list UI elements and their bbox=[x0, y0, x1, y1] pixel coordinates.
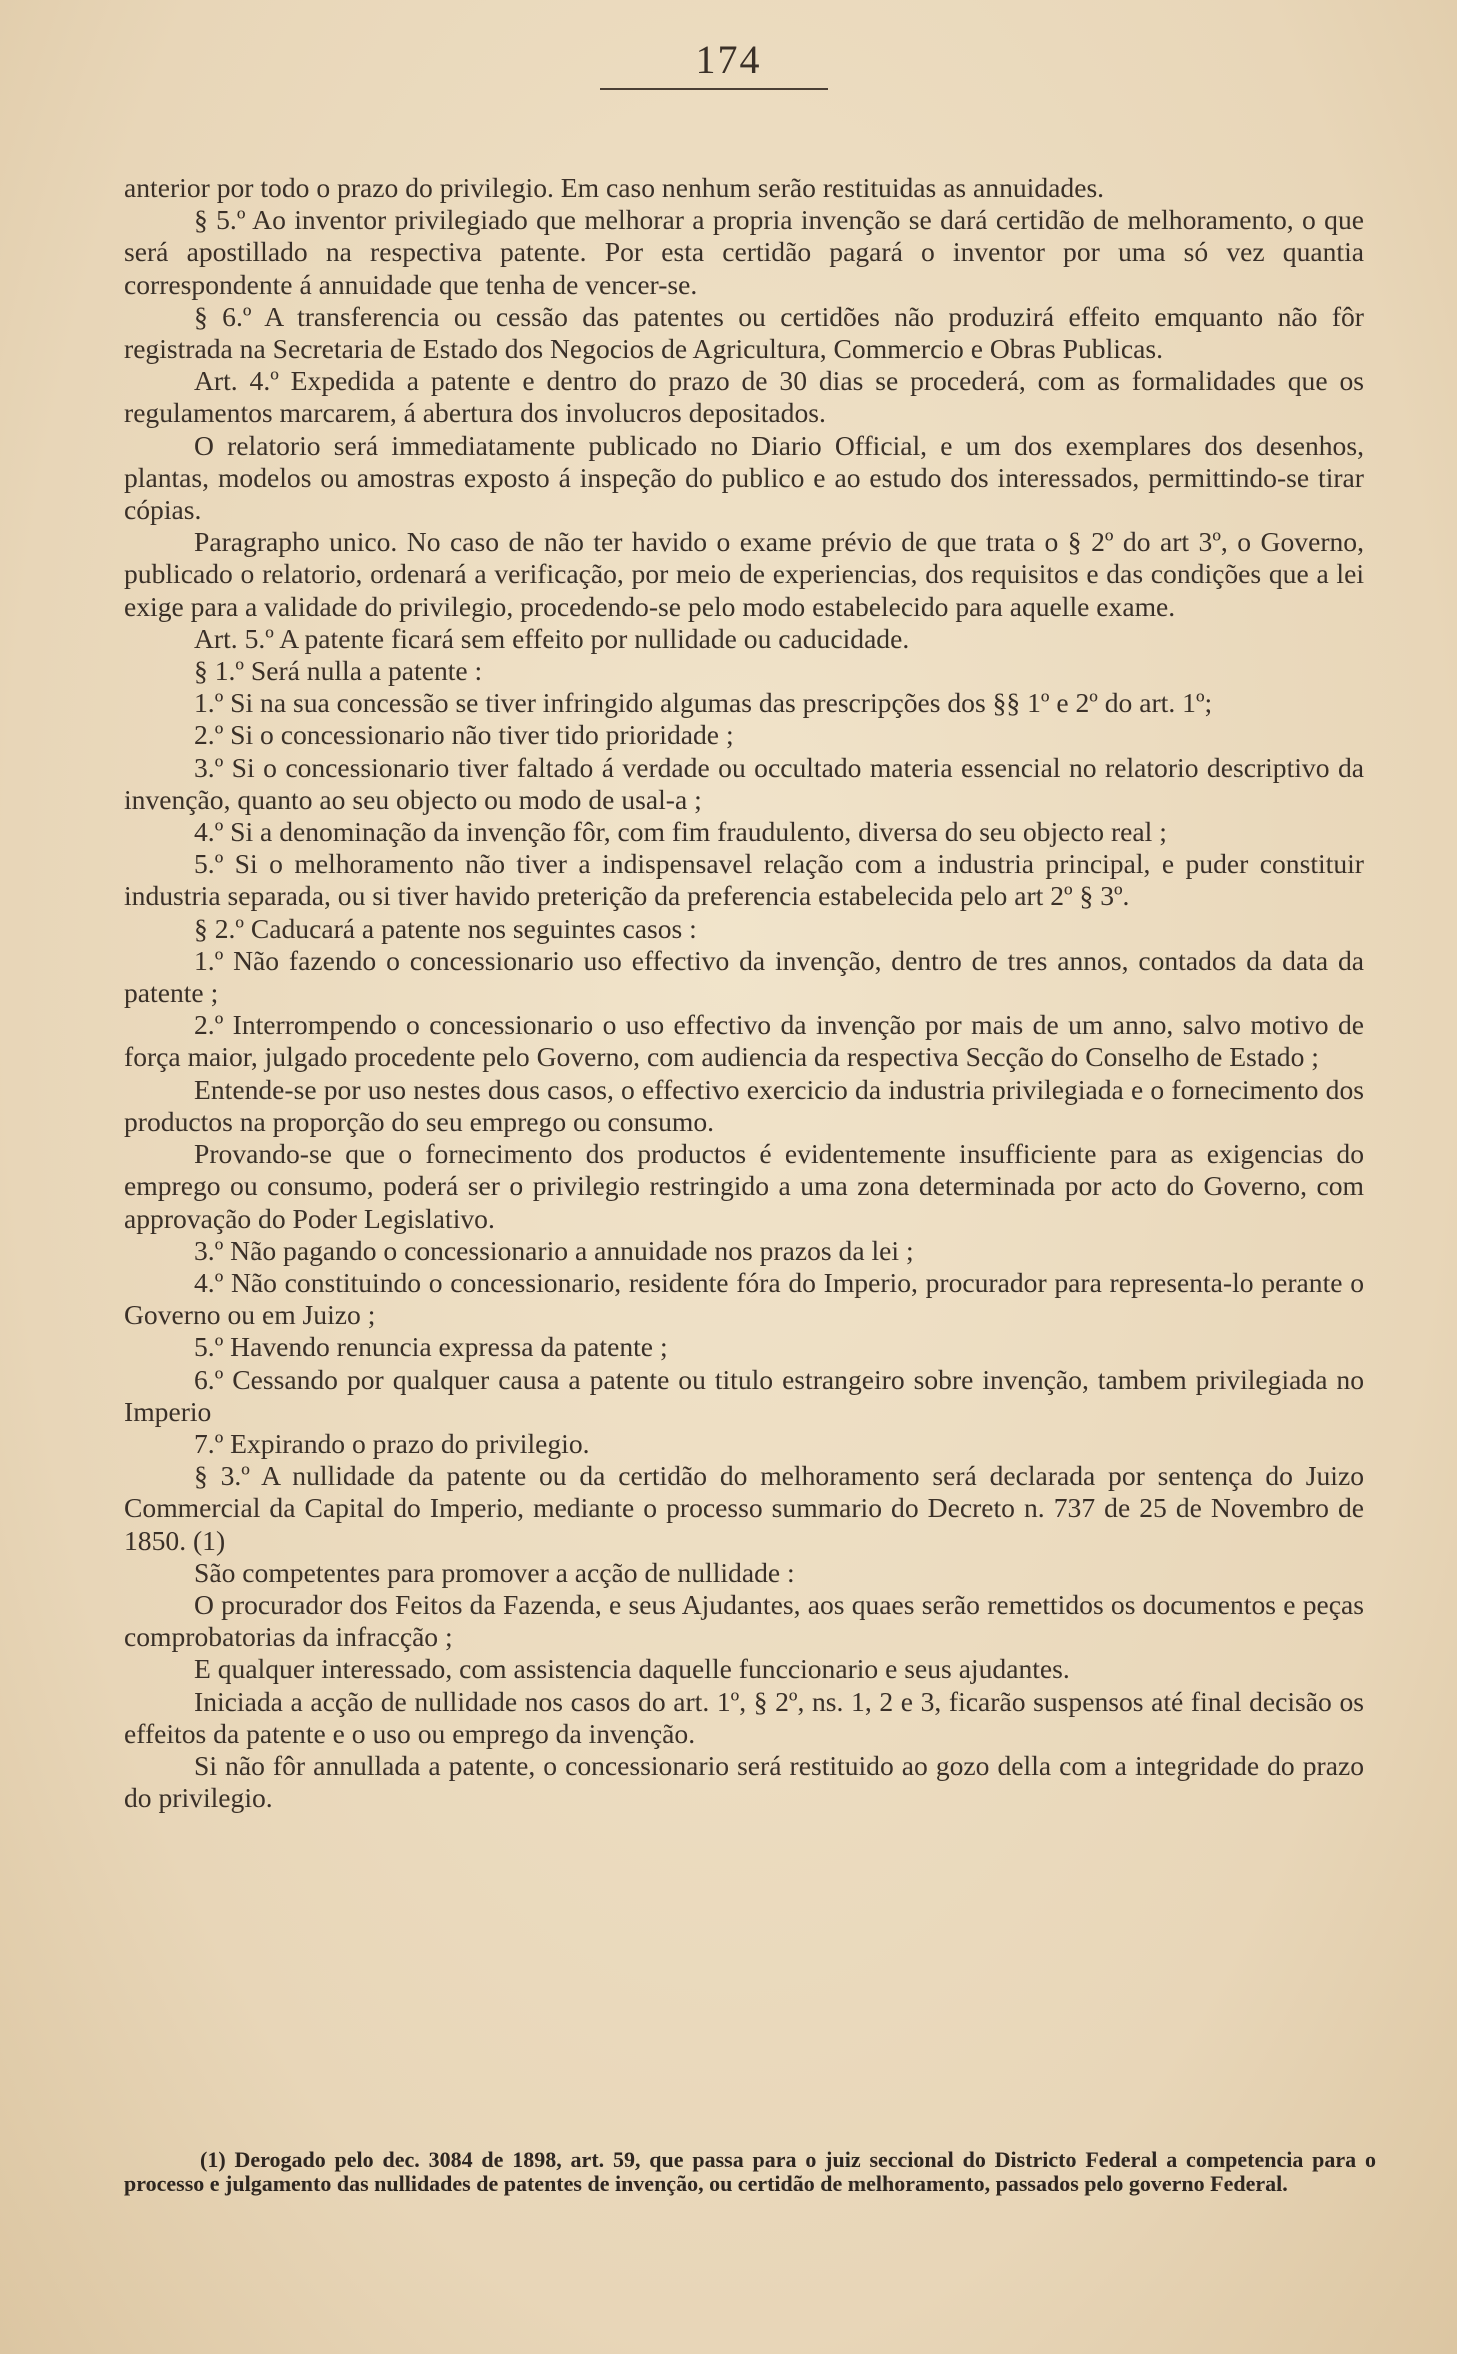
paragraph: 1.º Si na sua concessão se tiver infringido algumas das prescripções dos §§ 1º e 2º do art. 1º; bbox=[194, 687, 1213, 719]
paragraph: § 5.º Ao inventor privilegiado que melhorar a propria invenção se dará certidão de melhoramento, o que será apostillado na respectiva patente. Por esta certidão pagará o inventor por uma só vez quantia correspondente á annuidade que tenha de vencer-se. bbox=[124, 204, 1364, 300]
paragraph: § 1.º Será nulla a patente : bbox=[194, 655, 483, 687]
paragraph: 4.º Si a denominação da invenção fôr, com fim fraudulento, diversa do seu objecto real ; bbox=[194, 816, 1167, 848]
paragraph: Si não fôr annullada a patente, o concessionario será restituido ao gozo della com a integridade do prazo do privilegio. bbox=[124, 1749, 1364, 1814]
header-rule bbox=[600, 88, 828, 90]
paragraph: 7.º Expirando o prazo do privilegio. bbox=[194, 1427, 590, 1459]
paragraph: anterior por todo o prazo do privilegio. Em caso nenhum serão restituidas as annuidades. bbox=[124, 172, 1105, 203]
page-body bbox=[124, 172, 1364, 1814]
paragraph: Entende-se por uso nestes dous casos, o effectivo exercicio da industria privilegiada e o fornecimento dos productos na proporção do seu emprego ou consumo. bbox=[124, 1073, 1364, 1137]
paragraph: 3.º Não pagando o concessionario a annuidade nos prazos da lei ; bbox=[194, 1234, 914, 1266]
paragraph: 2.º Interrompendo o concessionario o uso effectivo da invenção por mais de um anno, salvo motivo de força maior, julgado procedente pelo Governo, com audiencia da respectiva Secção do Conselho de Estado ; bbox=[124, 1009, 1364, 1073]
paragraph: 2.º Si o concessionario não tiver tido prioridade ; bbox=[194, 719, 734, 751]
paragraph: São competentes para promover a acção de nullidade : bbox=[194, 1556, 795, 1588]
paragraph: Art. 4.º Expedida a patente e dentro do prazo de 30 dias se procederá, com as formalidades que os regulamentos marcarem, á abertura dos involucros depositados. bbox=[124, 365, 1364, 429]
paragraph: 1.º Não fazendo o concessionario uso effectivo da invenção, dentro de tres annos, contados da data da patente ; bbox=[124, 944, 1364, 1009]
paragraph: § 6.º A transferencia ou cessão das patentes ou certidões não produzirá effeito emquanto não fôr registrada na Secretaria de Estado dos Negocios de Agricultura, Commercio e Obras Publicas. bbox=[124, 300, 1364, 365]
paragraph: 5.º Si o melhoramento não tiver a indispensavel relação com a industria principal, e puder constituir industria separada, ou si tiver havido preterição da preferencia estabelecida pelo art 2º § 3º. bbox=[124, 848, 1364, 912]
paragraph: 5.º Havendo renuncia expressa da patente ; bbox=[194, 1331, 668, 1363]
paragraph: 6.º Cessando por qualquer causa a patente ou titulo estrangeiro sobre invenção, tambem privilegiada no Imperio bbox=[124, 1363, 1364, 1427]
paragraph: Iniciada a acção de nullidade nos casos do art. 1º, § 2º, ns. 1, 2 e 3, ficarão suspensos até final decisão os effeitos da patente e o uso ou emprego da invenção. bbox=[124, 1685, 1364, 1749]
paragraph: Art. 5.º A patente ficará sem effeito por nullidade ou caducidade. bbox=[194, 622, 910, 654]
paragraph: § 3.º A nullidade da patente ou da certidão do melhoramento será declarada por sentença do Juizo Commercial da Capital do Imperio, mediante o processo summario do Decreto n. 737 de 25 de Novembro de 1850. (1) bbox=[124, 1460, 1364, 1556]
paragraph: Paragrapho unico. No caso de não ter havido o exame prévio de que trata o § 2º do art 3º, o Governo, publicado o relatorio, ordenará a verificação, por meio de experiencias, dos requisitos e das condições que a lei exige para a validade do privilegio, procedendo-se pelo modo estabelecido para aquelle exame. bbox=[124, 526, 1364, 622]
footnote-1: (1) Derogado pelo dec. 3084 de 1898, art. 59, que passa para o juiz seccional do Districto Federal a competencia para o processo e julgamento das nullidades de patentes de invenção, ou certidão de melhoramento, passados pelo governo Federal. bbox=[124, 2147, 1376, 2196]
paragraph: O relatorio será immediatamente publicado no Diario Official, e um dos exemplares dos desenhos, plantas, modelos ou amostras exposto á inspeção do publico e ao estudo dos interessados, permittindo-se tirar cópias. bbox=[124, 429, 1364, 526]
paragraph: 4.º Não constituindo o concessionario, residente fóra do Imperio, procurador para representa-lo perante o Governo ou em Juizo ; bbox=[124, 1266, 1364, 1331]
paragraph: 3.º Si o concessionario tiver faltado á verdade ou occultado materia essencial no relatorio descriptivo da invenção, quanto ao seu objecto ou modo de usal-a ; bbox=[124, 751, 1364, 815]
paragraph: § 2.º Caducará a patente nos seguintes casos : bbox=[194, 912, 697, 944]
paragraph: E qualquer interessado, com assistencia daquelle funccionario e seus ajudantes. bbox=[194, 1653, 1070, 1685]
footnote-section bbox=[124, 2148, 1376, 2196]
paragraph: Provando-se que o fornecimento dos productos é evidentemente insufficiente para as exigencias do emprego ou consumo, poderá ser o privilegio restringido a uma zona determinada por acto do Governo, com approvação do Poder Legislativo. bbox=[124, 1138, 1364, 1234]
page-number: 174 bbox=[695, 37, 762, 82]
paragraph: O procurador dos Feitos da Fazenda, e seus Ajudantes, aos quaes serão remettidos os documentos e peças comprobatorias da infracção ; bbox=[124, 1588, 1364, 1653]
